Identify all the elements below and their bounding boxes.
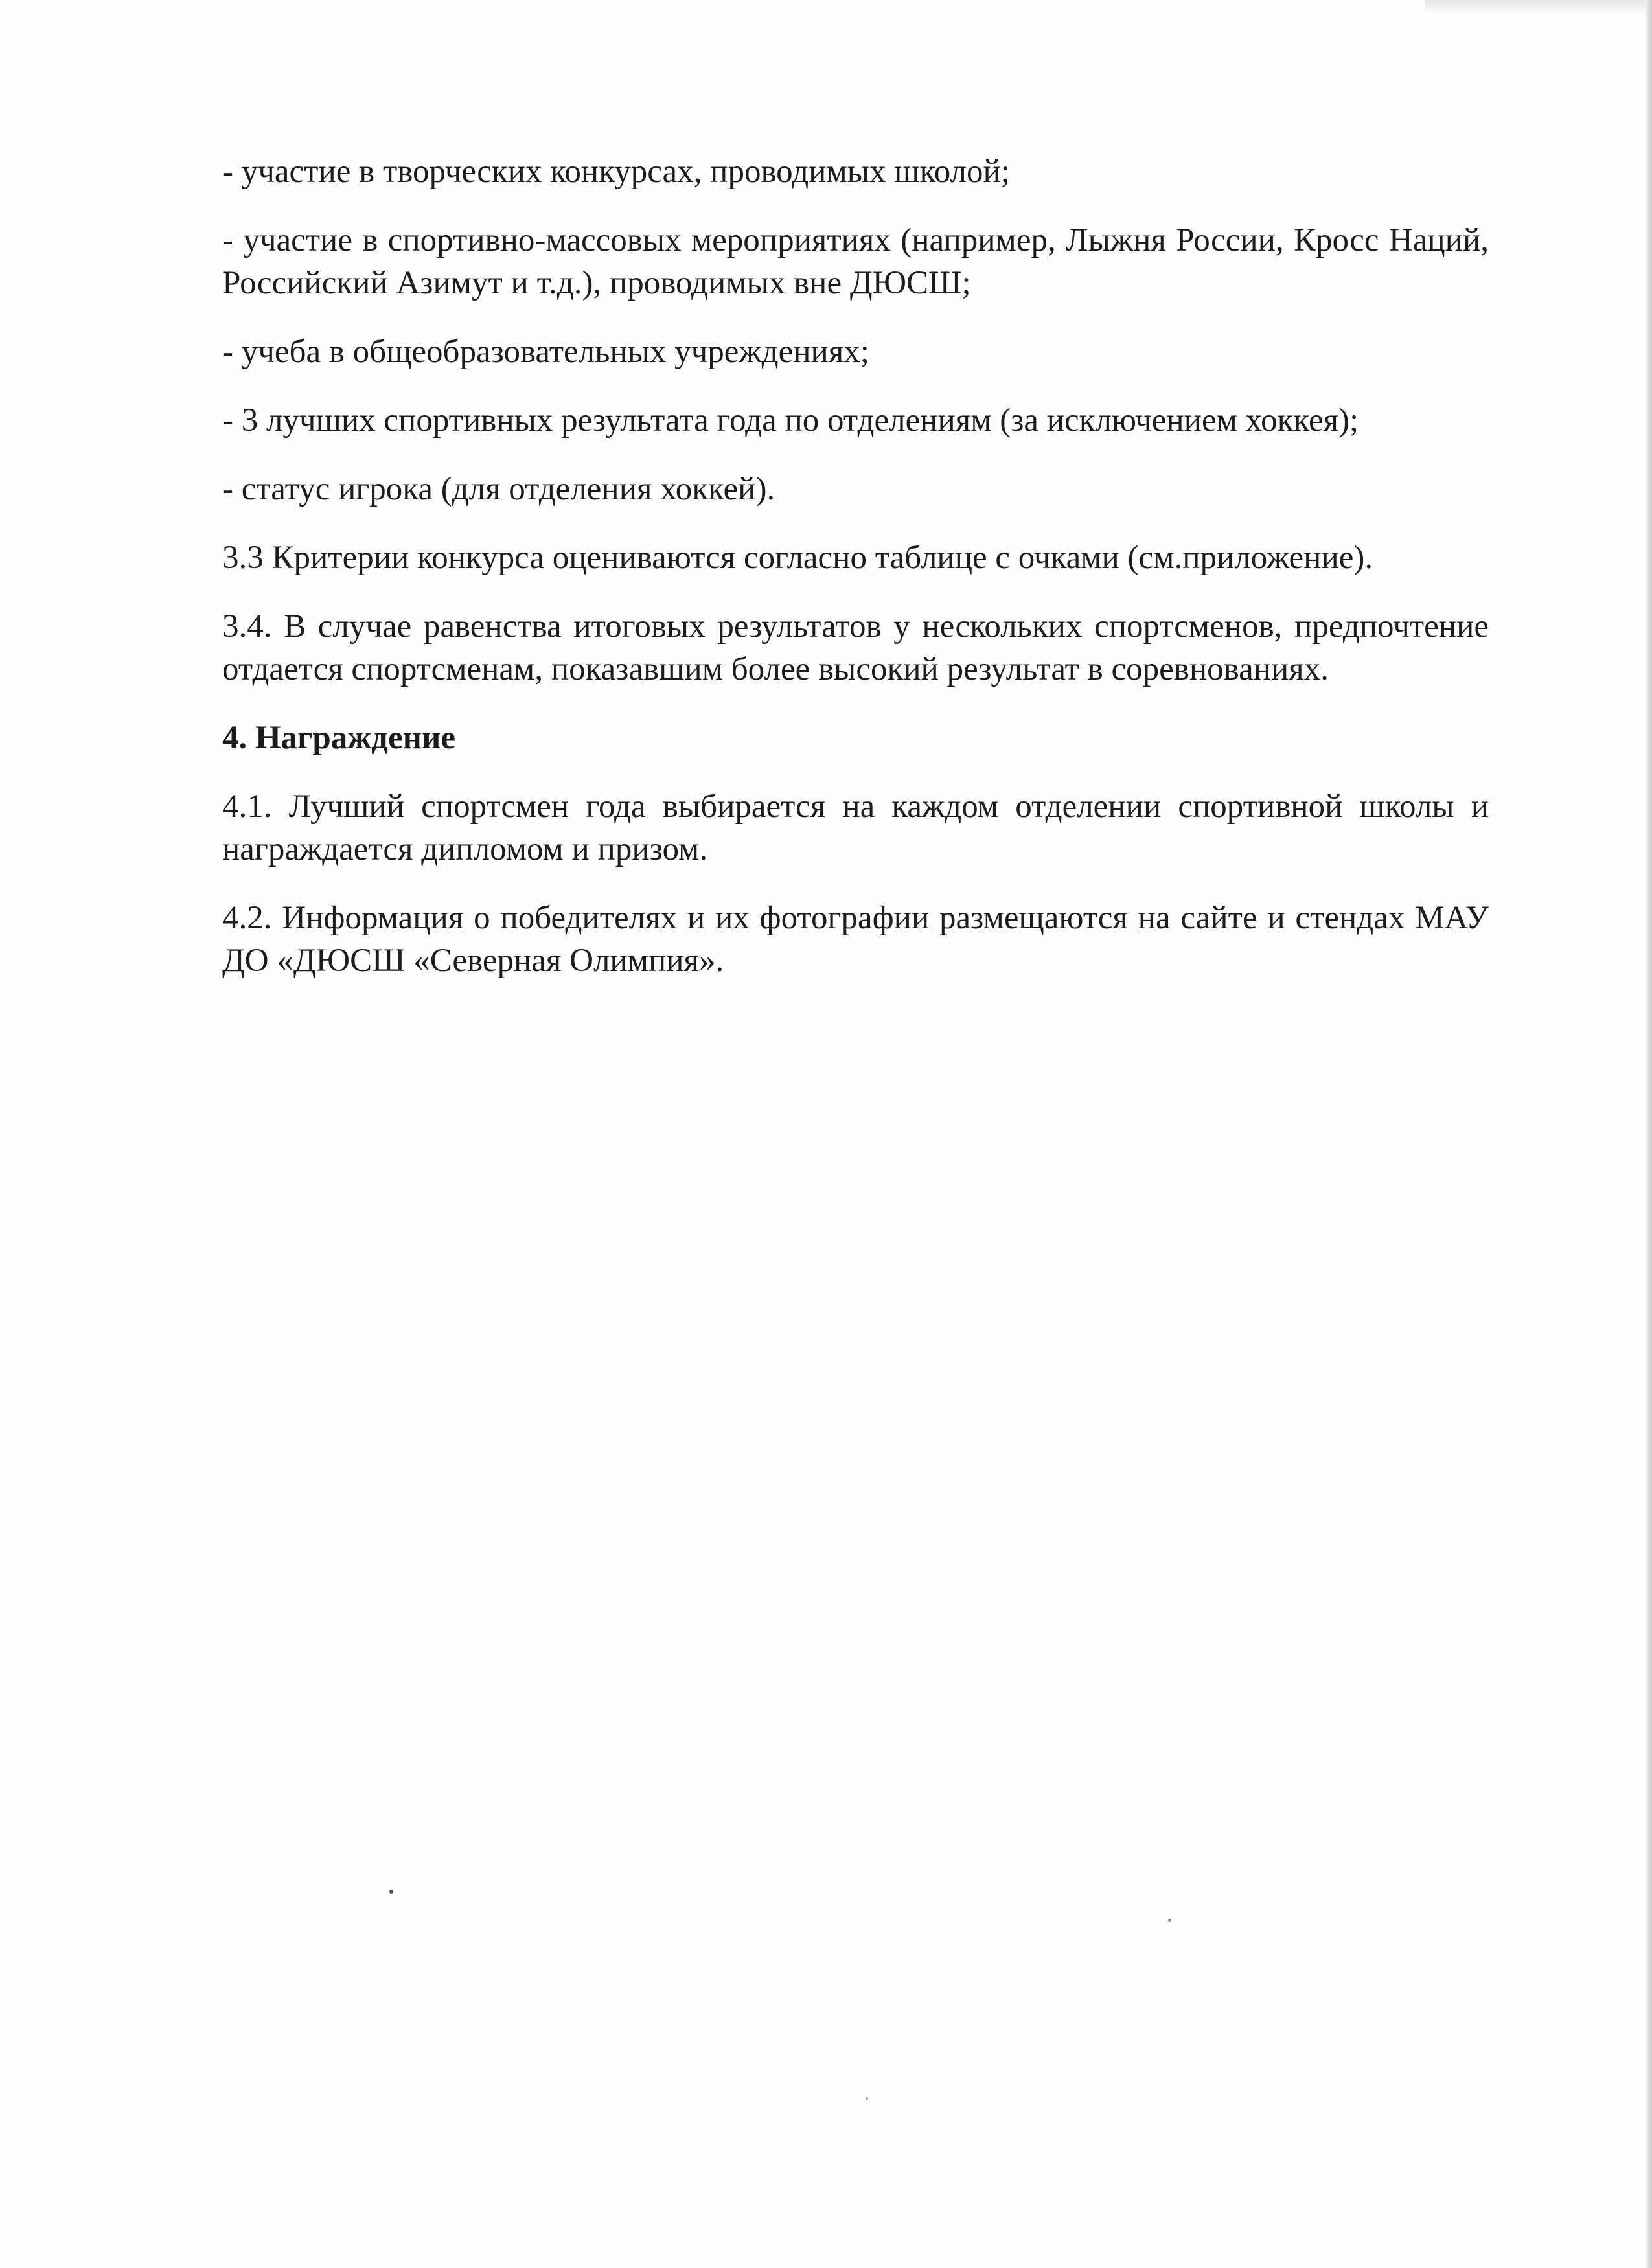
paragraph-4-1-best-athlete: 4.1. Лучший спортсмен года выбирается на каждом отделении спортивной школы и награждается дипломом и призом.: [222, 788, 1489, 867]
paragraph-3-4-tie-break: 3.4. В случае равенства итоговых результатов у нескольких спортсменов, предпочтение отдается спортсменам, показавшим более высокий результат в соревнованиях.: [222, 608, 1489, 687]
paragraph-player-status: - статус игрока (для отделения хоккей).: [222, 471, 775, 507]
paragraph-sport-events: - участие в спортивно-массовых мероприятиях (например, Лыжня России, Кросс Наций, Российский Азимут и т.д.), проводимых вне ДЮСШ;: [222, 222, 1489, 301]
scan-dust-speck: [389, 1890, 393, 1894]
scan-dust-speck: [1168, 1919, 1171, 1922]
document-body: [222, 150, 1489, 1008]
paragraph-school-study: - учеба в общеобразовательных учреждениях;: [222, 334, 869, 370]
paragraph-best-results: - 3 лучших спортивных результата года по отделениям (за исключением хоккея);: [222, 402, 1359, 439]
paragraph-creative-contests: - участие в творческих конкурсах, проводимых школой;: [222, 154, 1010, 190]
section-heading-awarding: 4. Награждение: [222, 720, 456, 756]
paragraph-3-3-criteria: 3.3 Критерии конкурса оцениваются согласно таблице с очками (см.приложение).: [222, 540, 1373, 576]
scan-dust-speck: [866, 2097, 868, 2100]
scan-shadow-top: [1425, 0, 1652, 14]
paragraph-4-2-winners-info: 4.2. Информация о победителях и их фотографии размещаются на сайте и стендах МАУ ДО «ДЮСШ «Северная Олимпия».: [222, 900, 1489, 979]
scan-shadow-right: [1646, 0, 1652, 2268]
